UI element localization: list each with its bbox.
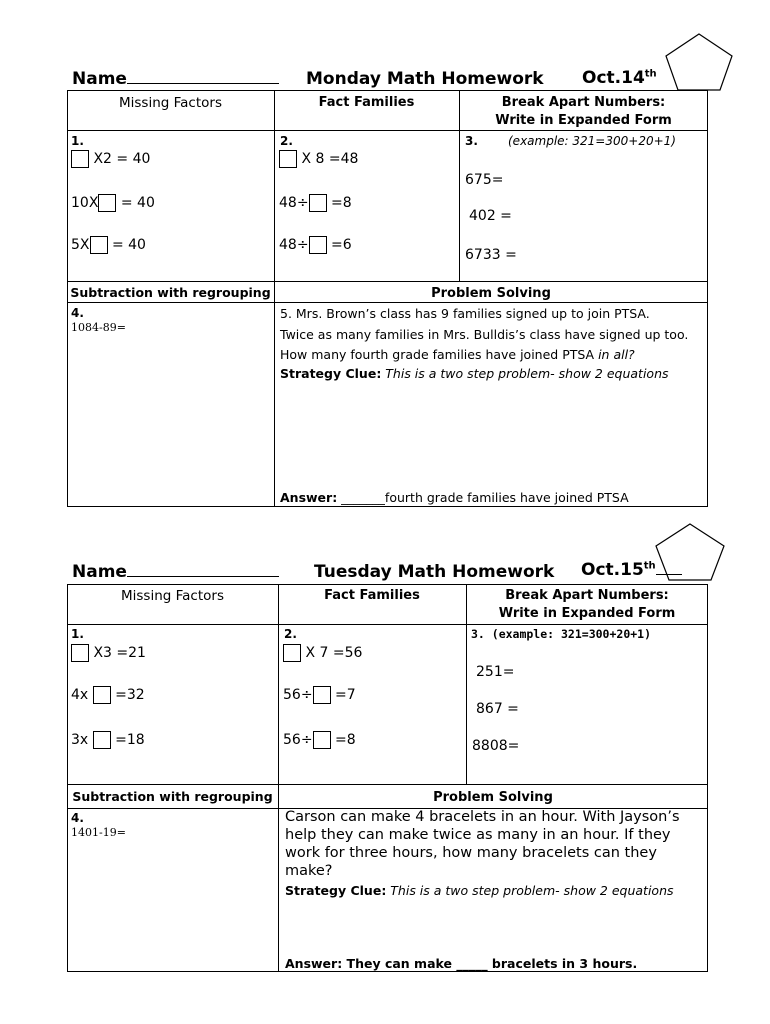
monday-q2-number: 2. bbox=[280, 134, 293, 148]
tuesday-break-apart-header-1: Break Apart Numbers: bbox=[505, 588, 669, 603]
tuesday-q5-line3: work for three hours, how many bracelets can they bbox=[285, 845, 657, 861]
tuesday-strategy-clue: Strategy Clue: This is a two step problem- show 2 equations bbox=[285, 883, 674, 898]
monday-q5-line2: Twice as many families in Mrs. Bulldis’s class have signed up too. bbox=[280, 327, 689, 342]
monday-q4-problem: 1084-89= bbox=[71, 321, 126, 334]
tuesday-q4-problem: 1401-19= bbox=[71, 826, 126, 839]
monday-q3-c: 6733 = bbox=[465, 247, 517, 263]
monday-q3-b: 402 = bbox=[469, 208, 512, 224]
monday-q1-c: 5X = 40 bbox=[71, 237, 146, 253]
monday-problem-solving-header: Problem Solving bbox=[431, 286, 551, 301]
tuesday-q5-line2: help they can make twice as many in an hour. If they bbox=[285, 827, 671, 843]
answer-box[interactable] bbox=[283, 644, 301, 662]
monday-q3-a: 675= bbox=[465, 172, 504, 188]
monday-q2-a: X 8 =48 bbox=[279, 150, 358, 168]
monday-q3-number: 3. bbox=[465, 134, 478, 148]
answer-box[interactable] bbox=[313, 686, 331, 704]
monday-q5-line1: 5. Mrs. Brown’s class has 9 families signed up to join PTSA. bbox=[280, 306, 650, 321]
monday-break-apart-header-2: Write in Expanded Form bbox=[495, 113, 672, 128]
tuesday-title: Tuesday Math Homework bbox=[314, 562, 555, 582]
tuesday-q2-c: 56÷ =8 bbox=[283, 732, 356, 748]
monday-name-label: Name bbox=[72, 69, 279, 89]
tuesday-q1-c: 3x =18 bbox=[71, 732, 145, 748]
tuesday-q5-line4: make? bbox=[285, 863, 333, 879]
tuesday-date: Oct.15th bbox=[581, 560, 682, 580]
monday-q2-c: 48÷ =6 bbox=[279, 237, 352, 253]
tuesday-q2-a: X 7 =56 bbox=[283, 644, 362, 662]
tuesday-q3-b: 867 = bbox=[476, 701, 519, 717]
monday-q4-number: 4. bbox=[71, 306, 84, 320]
tuesday-problem-solving-header: Problem Solving bbox=[433, 790, 553, 805]
monday-answer-line: Answer: _______fourth grade families have joined PTSA bbox=[280, 490, 629, 505]
monday-fact-families-header: Fact Families bbox=[318, 95, 415, 110]
tuesday-missing-factors-header: Missing Factors bbox=[121, 588, 224, 604]
tuesday-q3-a: 251= bbox=[476, 664, 515, 680]
answer-box[interactable] bbox=[309, 236, 327, 254]
tuesday-q3-c: 8808= bbox=[472, 738, 520, 754]
monday-subtraction-header: Subtraction with regrouping bbox=[70, 285, 271, 300]
answer-box[interactable] bbox=[309, 194, 327, 212]
answer-box[interactable] bbox=[71, 150, 89, 168]
monday-date: Oct.14th bbox=[582, 68, 657, 88]
monday-q1-number: 1. bbox=[71, 134, 84, 148]
tuesday-answer-line: Answer: They can make _____ bracelets in 3 hours. bbox=[285, 956, 638, 971]
monday-strategy-clue: Strategy Clue: This is a two step problem- show 2 equations bbox=[280, 366, 669, 381]
monday-title: Monday Math Homework bbox=[306, 69, 544, 89]
monday-break-apart-header-1: Break Apart Numbers: bbox=[501, 95, 666, 110]
monday-q1-b: 10X = 40 bbox=[71, 195, 155, 211]
monday-q1-a: X2 = 40 bbox=[71, 150, 150, 168]
tuesday-break-apart-header-2: Write in Expanded Form bbox=[498, 606, 676, 621]
tuesday-fact-families-header: Fact Families bbox=[324, 588, 420, 603]
tuesday-q1-a: X3 =21 bbox=[71, 644, 146, 662]
monday-q3-example: (example: 321=300+20+1) bbox=[508, 134, 676, 148]
monday-q5-line3: How many fourth grade families have joined PTSA in all? bbox=[280, 347, 635, 362]
answer-box[interactable] bbox=[71, 644, 89, 662]
answer-box[interactable] bbox=[313, 731, 331, 749]
tuesday-q2-b: 56÷ =7 bbox=[283, 687, 356, 703]
tuesday-subtraction-header: Subtraction with regrouping bbox=[72, 789, 273, 804]
answer-box[interactable] bbox=[90, 236, 108, 254]
tuesday-q2-number: 2. bbox=[284, 627, 297, 641]
tuesday-q1-number: 1. bbox=[71, 627, 84, 641]
monday-q2-b: 48÷ =8 bbox=[279, 195, 352, 211]
tuesday-q3-header: 3. (example: 321=300+20+1) bbox=[471, 627, 652, 641]
tuesday-pentagon-shape bbox=[654, 522, 726, 582]
answer-box[interactable] bbox=[93, 731, 111, 749]
tuesday-q1-b: 4x =32 bbox=[71, 687, 145, 703]
answer-box[interactable] bbox=[279, 150, 297, 168]
answer-box[interactable] bbox=[98, 194, 116, 212]
answer-box[interactable] bbox=[93, 686, 111, 704]
tuesday-name-label: Name bbox=[72, 562, 279, 582]
tuesday-q4-number: 4. bbox=[71, 811, 84, 825]
tuesday-table bbox=[67, 584, 708, 972]
monday-pentagon-shape bbox=[664, 32, 734, 92]
tuesday-q5-line1: Carson can make 4 bracelets in an hour. With Jayson’s bbox=[285, 809, 680, 825]
monday-missing-factors-header: Missing Factors bbox=[119, 95, 222, 111]
